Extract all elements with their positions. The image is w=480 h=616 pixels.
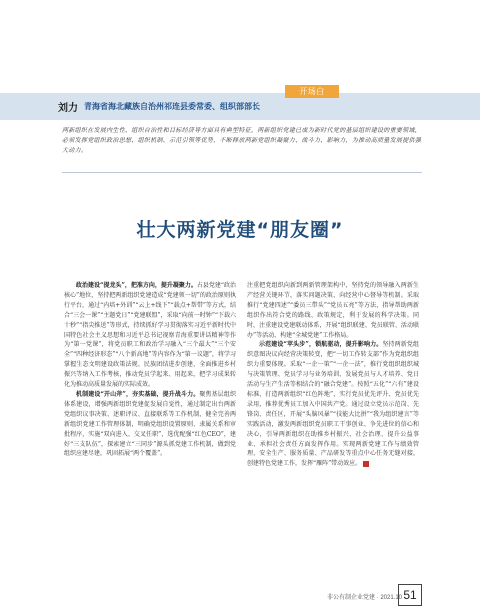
author-title: 青海省海北藏族自治州祁连县委常委、组织部部长	[84, 102, 260, 111]
article-title: 壮大两新党建“朋友圈”	[136, 219, 344, 241]
end-of-article-mark	[363, 461, 369, 467]
paragraph	[64, 390, 236, 459]
paragraph-lead: 示范建设“苹头步”，锁航驱动，提升影响力。	[259, 341, 383, 349]
author-name: 刘力	[58, 103, 78, 114]
paragraph-text: 占县党建“政治核心”地位，坚持把两新组织党建造成“党建领一切”的政治原则执行平台，通过“内培+外训”“云上+线下”“载点+帮带”等方式，结合“三会一课”“主题党日”“党建联盟”，采取“向前一时钟”“下载六十秒”“指尖推送”等形式，持续抓好学习贯彻落实习近平新时代中国特色社会主义思想和习近平总书记视察青海重要讲话精神等作为“第一党课”，将党员职工和政治学习融入“三个最大”“三个安全”“四种经济形态”“八个新高地”等内容作为“第一议题”，将学习掌握生态文明建设政策法规、民族团结进步创建、全面推进乡村振兴等纳入工作考核，推动党员学起来、用起来，把学习成果转化为推动高质量发展的实际成效。	[64, 282, 236, 389]
divider	[62, 172, 422, 173]
article-column-right	[247, 281, 419, 469]
paragraph	[64, 281, 236, 390]
abstract: 两新组织在发展内生性、组织自治性和目标经济导方面具有典型特征，两新组织党建已成为新时代党的基层组织建设的重要领域，必须发挥党组织政治思想、组织机制、示范引领等优势，不断释放两新党组织凝聚力、战斗力、影响力，为推动高质量发展提供强大动力。	[62, 127, 422, 154]
paragraph	[247, 281, 419, 340]
paragraph-text: 聚焦基层组织体系建设，增强两新组织党建促发展自觉性，通过制定出台两新党组织议事决策、述职评议、直接联系等工作机制，健全完善两新组织党建工作管理体制，明确党组织设置原则、隶属关系和审批程序，实施“双向进入、交叉任职”，选优配强“红色CEO”，建好“三支队伍”，探索建立“三同步”源头抓党建工作机制，做到党组织应建尽建，巩固拓展“两个覆盖”。	[64, 390, 236, 458]
paragraph-text: 注重把党组织向新到两新管理架构中，坚持党的领导融入两新生产经营关键环节，落实问题决策、向经营中心督导等机制。采取推行“党建四述”“委员三带头”“党员五亮”等方法，指导帮助两新组织作出符合党的路线、政策规定，利于发展的科学决策。同时，注重建设党建联动体系，开展“组织联建、党员联管、活动联办”等活动，构建“全城党建”工作格局。	[247, 282, 419, 339]
byline	[58, 93, 260, 120]
paragraph-lead: 机制建设“开山斧”，夯实基础，提升战斗力。	[76, 390, 200, 398]
article-column-left	[64, 281, 236, 459]
section-tag: 开场白	[285, 85, 339, 98]
paragraph-lead: 政治建设“提龙头”，把准方向，提升凝聚力。	[76, 282, 197, 289]
paragraph	[247, 340, 419, 469]
page-number: 51	[398, 584, 422, 606]
footer-publication: 非公有制企业党建 · 2021.10	[327, 595, 403, 601]
paragraph-text: 坚持两新党组织意图决议向经营决策转变，把“一切工作转支部”作为党组织组织力重要体现。采取“一企一策”“一企一法”，推行党组织组织城与决策管理、党员学习与业务培训、发展党员与人才培养、党日活动与生产生活等相结合的“融合党建”。按照“五化”“六有”建设标准，打造两新组织“红色阵地”，实行党员优先评升、党员优先录用，推荐优秀员工加入中国共产党。通过设立党员示范岗、先锋岗、责任区，开展“头脑风暴”“技能大比拼”“我为组织建言”等实践活动，激发两新组织党员职工干事创业、争先进位的信心和决心，引导两新组织在助推乡村振兴、社会治理、提升公益事业、承担社会责任方面发挥作用。实现两新党建工作与绩效管理、安全生产、服务质量、产品研发等重点中心任务无缝对接，创建特色党建工作，发挥“雁阵”带动效应。	[247, 341, 419, 468]
